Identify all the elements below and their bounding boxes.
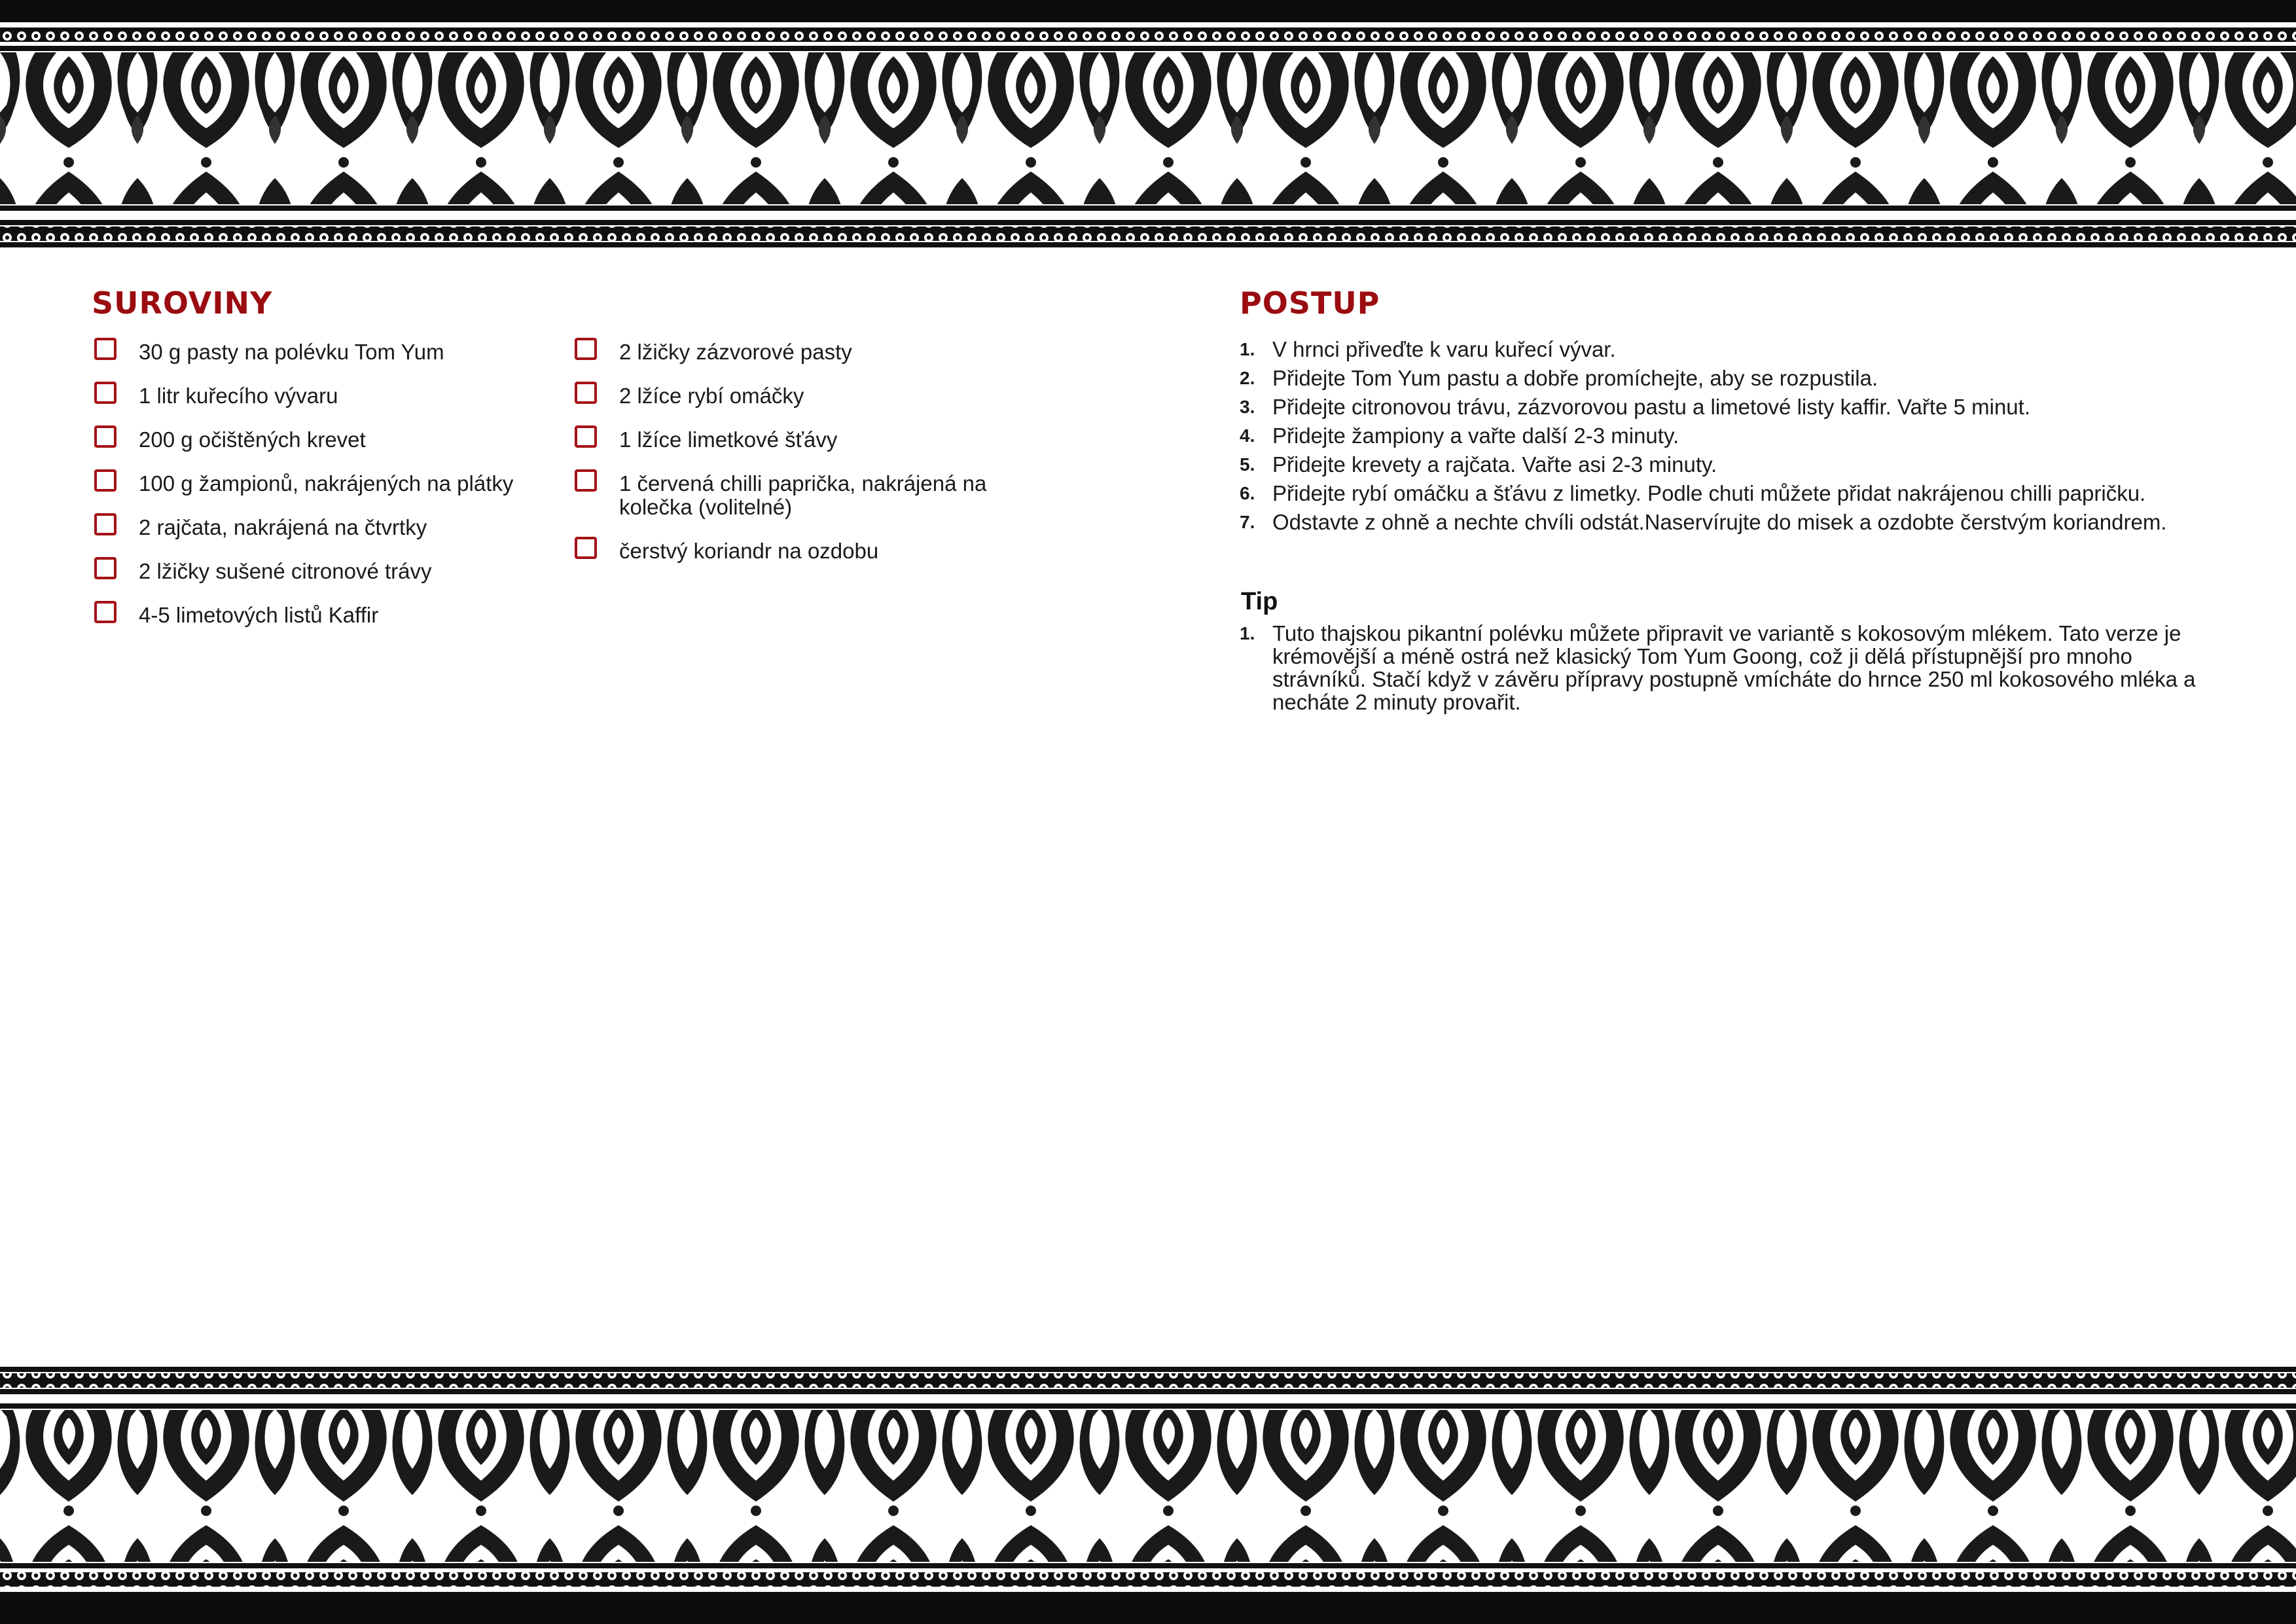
ingredient-item[interactable] bbox=[92, 472, 563, 496]
tip-number: 1. bbox=[1240, 623, 1255, 643]
bottom-ornament-band bbox=[0, 1367, 2296, 1624]
ingredient-label: 2 lžičky sušené citronové trávy bbox=[139, 559, 432, 583]
ingredient-label: 4-5 limetových listů Kaffir bbox=[139, 603, 379, 627]
step-text: Odstavte z ohně a nechte chvíli odstát.Naservírujte do misek a ozdobte čerstvým koriandrem. bbox=[1272, 510, 2167, 534]
step-number: 3. bbox=[1240, 397, 1255, 417]
ingredient-label: 2 rajčata, nakrájená na čtvrtky bbox=[139, 515, 427, 539]
step-text: Přidejte žampiony a vařte další 2-3 minuty. bbox=[1272, 424, 1679, 448]
step-item bbox=[1240, 395, 2208, 418]
step-item bbox=[1240, 511, 2208, 533]
ingredient-label: 1 lžíce limetkové šťávy bbox=[619, 427, 838, 452]
ingredient-item[interactable] bbox=[92, 340, 563, 364]
step-item bbox=[1240, 424, 2208, 447]
tip-text: Tuto thajskou pikantní polévku můžete připravit ve variantě s kokosovým mlékem. Tato verze je krémovější a méně ostrá než klasický Tom Yum Goong, což ji dělá přístupnější pro mnoho strávníků. Stačí když v závěru přípravy postupně vmícháte do hrnce 250 ml kokosového mléka a necháte 2 minuty provařit. bbox=[1272, 621, 2196, 714]
ingredient-label: čerstvý koriandr na ozdobu bbox=[619, 539, 879, 563]
ingredient-item[interactable] bbox=[572, 428, 1069, 452]
ingredient-label: 1 litr kuřecího vývaru bbox=[139, 384, 338, 408]
tip-item bbox=[1240, 622, 2208, 713]
checkbox[interactable] bbox=[575, 469, 597, 492]
ingredient-item[interactable] bbox=[92, 560, 563, 583]
tip-title: Tip bbox=[1241, 588, 1278, 615]
checkbox[interactable] bbox=[94, 469, 117, 492]
step-text: Přidejte citronovou trávu, zázvorovou pastu a limetové listy kaffir. Vařte 5 minut. bbox=[1272, 395, 2030, 419]
ingredient-item[interactable] bbox=[92, 516, 563, 539]
step-number: 2. bbox=[1240, 368, 1255, 388]
procedure-steps bbox=[1240, 338, 2208, 539]
step-number: 5. bbox=[1240, 454, 1255, 475]
step-item bbox=[1240, 453, 2208, 476]
ingredients-title: SUROVINY bbox=[92, 285, 273, 321]
tip-list bbox=[1240, 622, 2208, 719]
ingredient-item[interactable] bbox=[92, 384, 563, 408]
checkbox[interactable] bbox=[575, 425, 597, 448]
checkbox[interactable] bbox=[94, 513, 117, 535]
step-number: 4. bbox=[1240, 425, 1255, 446]
ingredient-item[interactable] bbox=[572, 472, 1064, 519]
top-ornament-band bbox=[0, 0, 2296, 259]
ingredient-label: 2 lžičky zázvorové pasty bbox=[619, 340, 852, 364]
ingredient-label: 2 lžíce rybí omáčky bbox=[619, 384, 804, 408]
ingredient-item[interactable] bbox=[572, 340, 1069, 364]
step-item bbox=[1240, 338, 2208, 361]
checkbox[interactable] bbox=[575, 537, 597, 559]
step-number: 6. bbox=[1240, 483, 1255, 503]
step-number: 1. bbox=[1240, 339, 1255, 359]
ingredient-item[interactable] bbox=[572, 384, 1069, 408]
checkbox[interactable] bbox=[94, 338, 117, 360]
ingredient-item[interactable] bbox=[92, 604, 563, 627]
step-item bbox=[1240, 482, 2208, 505]
ingredient-label: 100 g žampionů, nakrájených na plátky bbox=[139, 471, 514, 496]
ingredient-label: 200 g očištěných krevet bbox=[139, 427, 366, 452]
ingredients-column-1 bbox=[92, 340, 563, 647]
ingredient-item[interactable] bbox=[92, 428, 563, 452]
ingredient-item[interactable] bbox=[572, 539, 1069, 563]
step-number: 7. bbox=[1240, 512, 1255, 532]
ingredient-label: 1 červená chilli paprička, nakrájená na kolečka (volitelné) bbox=[619, 471, 987, 519]
checkbox[interactable] bbox=[575, 338, 597, 360]
checkbox[interactable] bbox=[94, 382, 117, 404]
step-text: Přidejte rybí omáčku a šťávu z limetky. Podle chuti můžete přidat nakrájenou chilli papričku. bbox=[1272, 481, 2146, 505]
step-text: Přidejte krevety a rajčata. Vařte asi 2-3 minuty. bbox=[1272, 452, 1717, 477]
procedure-title: POSTUP bbox=[1240, 285, 1380, 321]
step-item bbox=[1240, 367, 2208, 389]
checkbox[interactable] bbox=[94, 425, 117, 448]
thai-pattern-top-icon bbox=[0, 0, 2296, 259]
thai-pattern-bottom-icon bbox=[0, 1367, 2296, 1624]
ingredient-label: 30 g pasty na polévku Tom Yum bbox=[139, 340, 444, 364]
ingredients-column-2 bbox=[572, 340, 1069, 583]
checkbox[interactable] bbox=[94, 557, 117, 579]
checkbox[interactable] bbox=[94, 601, 117, 623]
checkbox[interactable] bbox=[575, 382, 597, 404]
step-text: Přidejte Tom Yum pastu a dobře promíchejte, aby se rozpustila. bbox=[1272, 366, 1878, 390]
step-text: V hrnci přiveďte k varu kuřecí vývar. bbox=[1272, 337, 1616, 361]
